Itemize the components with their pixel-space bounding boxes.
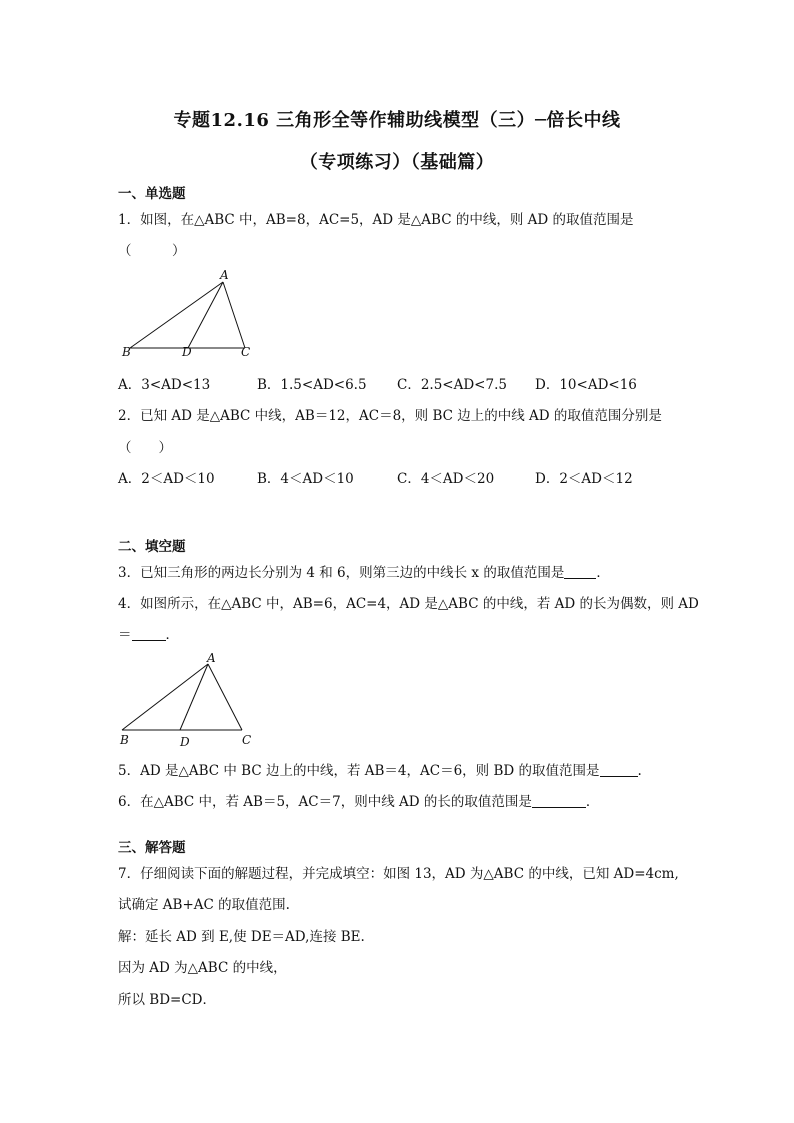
section-heading-fill-in: 二、填空题 (118, 539, 186, 555)
doc-title-line1: 专题12.16 三角形全等作辅助线模型（三）─倍长中线 (173, 110, 621, 131)
q4-median-ad (180, 664, 208, 730)
q1-label-d: D (182, 345, 192, 358)
q2-option-b[interactable]: B．4＜AD＜10 (257, 471, 354, 487)
q4-side-ab (122, 664, 208, 730)
q1-label-c: C (241, 345, 251, 358)
q3-end: ． (596, 565, 610, 581)
q1-option-a[interactable]: A．3<AD<13 (118, 377, 211, 393)
q1-triangle-figure (118, 268, 278, 358)
q2-paren: （ ） (118, 440, 172, 456)
q4-end: ． (165, 627, 179, 643)
q4-equals: ＝ (118, 627, 132, 643)
q7-line5: 所以 BD=CD． (118, 992, 217, 1008)
q3-line (118, 561, 610, 581)
q7-line2: 试确定 AB+AC 的取值范围. (118, 897, 290, 913)
q3-answer-blank[interactable] (564, 564, 596, 579)
q1-label-b: B (122, 345, 131, 358)
q4-triangle-figure (116, 650, 266, 750)
q6-end: ． (585, 794, 600, 810)
q5-end: . (637, 763, 642, 779)
q4-text: 4．如图所示，在△ABC 中，AB=6，AC=4，AD 是△ABC 的中线，若 AD 的长为偶数，则 AD (118, 596, 699, 612)
q2-option-a[interactable]: A．2＜AD＜10 (118, 471, 215, 487)
q1-paren: （ ） (118, 243, 186, 259)
section-heading-single-choice: 一、单选题 (118, 186, 186, 202)
q1-median-ad (188, 282, 223, 348)
q7-line4: 因为 AD 为△ABC 的中线， (118, 960, 287, 976)
q2-option-d[interactable]: D．2＜AD＜12 (535, 471, 633, 487)
q1-side-ab (130, 282, 223, 348)
q4-label-d: D (180, 735, 190, 749)
q4-label-c: C (242, 733, 252, 747)
q7-line3: 解：延长 AD 到 E,使 DE＝AD,连接 BE. (118, 929, 365, 945)
q2-text: 2．已知 AD 是△ABC 中线，AB＝12，AC＝8，则 BC 边上的中线 AD 的取值范围分别是 (118, 408, 662, 424)
q5-text: 5．AD 是△ABC 中 BC 边上的中线，若 AB＝4，AC＝6，则 BD 的取值范围是 (118, 763, 600, 779)
section-heading-solution: 三、解答题 (118, 840, 186, 856)
q5-line (118, 759, 642, 779)
q6-line (118, 790, 599, 810)
q1-label-a: A (220, 268, 229, 282)
q4-label-a: A (207, 651, 216, 665)
q1-text: 1．如图，在△ABC 中，AB=8，AC=5，AD 是△ABC 的中线，则 AD 的取值范围是 (118, 212, 634, 228)
q4-side-ac (208, 664, 242, 730)
q5-answer-blank[interactable] (600, 762, 638, 777)
q4-answer-blank[interactable] (132, 626, 166, 641)
q6-answer-blank[interactable] (532, 793, 586, 808)
q2-option-c[interactable]: C．4＜AD＜20 (397, 471, 495, 487)
q1-option-c[interactable]: C．2.5<AD<7.5 (397, 377, 507, 393)
q3-text: 3．已知三角形的两边长分别为 4 和 6，则第三边的中线长 x 的取值范围是 (118, 565, 565, 581)
q4-label-b: B (120, 733, 129, 747)
q6-text: 6．在△ABC 中，若 AB＝5，AC＝7，则中线 AD 的长的取值范围是 (118, 794, 532, 810)
q1-option-d[interactable]: D．10<AD<16 (535, 377, 637, 393)
q1-option-b[interactable]: B．1.5<AD<6.5 (257, 377, 367, 393)
q4-line2 (118, 623, 179, 643)
doc-title-line2: （专项练习）（基础篇） (299, 152, 495, 173)
q1-side-ac (223, 282, 245, 348)
q7-line1: 7．仔细阅读下面的解题过程，并完成填空：如图 13，AD 为△ABC 的中线，已知 AD=4cm, (118, 866, 679, 882)
